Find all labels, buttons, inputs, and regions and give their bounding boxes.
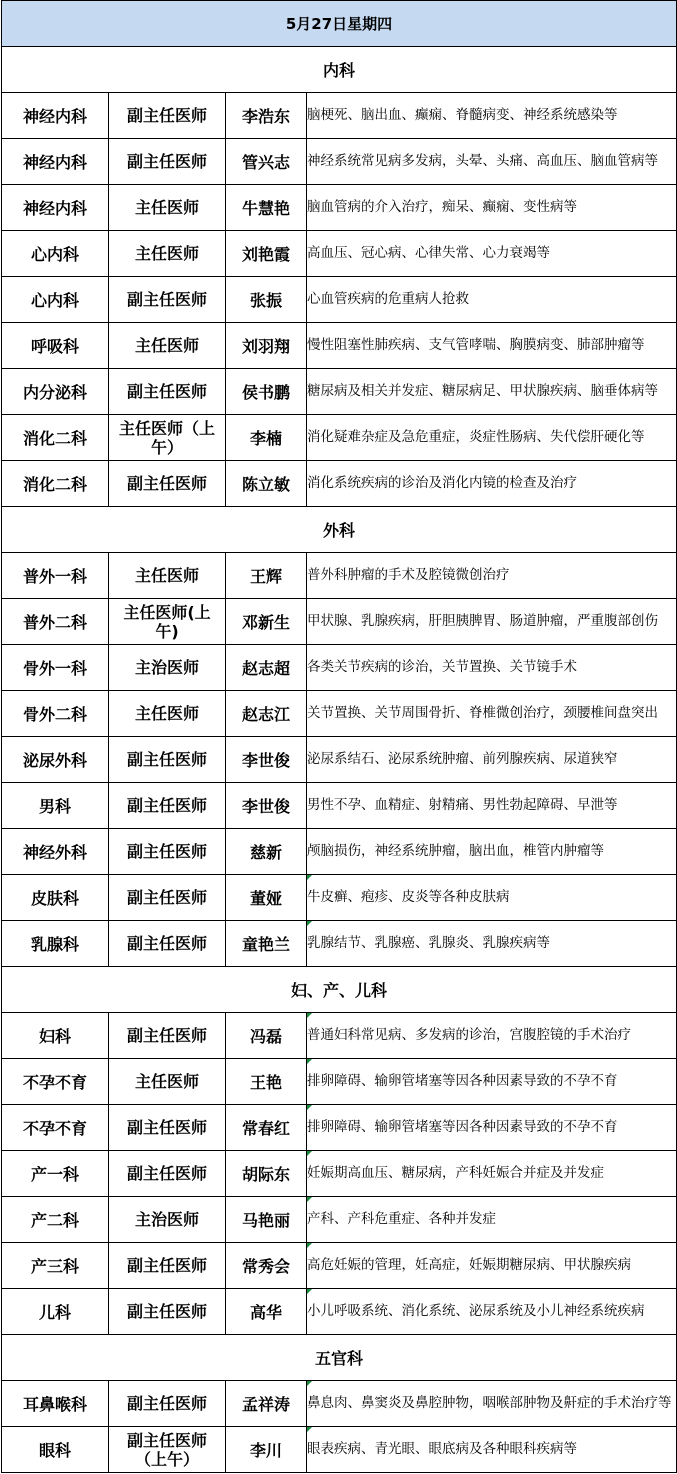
- doctor-title: 副主任医师: [126, 290, 207, 309]
- doctor-title: 主任医师: [134, 566, 199, 585]
- specialty-cell: 高血压、冠心病、心律失常、心力衰竭等: [307, 231, 677, 277]
- doctor-name-cell: 王辉: [226, 553, 307, 599]
- doctor-title-cell: [109, 277, 226, 323]
- doctor-row: [2, 185, 677, 231]
- specialty-cell: 普外科肿瘤的手术及腔镜微创治疗: [307, 553, 677, 599]
- doctor-title-cell: [109, 921, 226, 967]
- doctor-title: 主任医师: [134, 704, 199, 723]
- department-cell: 骨外一科: [2, 645, 109, 691]
- doctor-name-cell: 王艳: [226, 1059, 307, 1105]
- doctor-row: [2, 1059, 677, 1105]
- doctor-title: 副主任医师: [126, 1026, 207, 1045]
- doctor-name-cell: 赵志江: [226, 691, 307, 737]
- specialty-cell: 颅脑损伤，神经系统肿瘤，脑出血，椎管内肿瘤等: [307, 829, 677, 875]
- doctor-name-cell: 高华: [226, 1289, 307, 1335]
- department-cell: 妇科: [2, 1013, 109, 1059]
- doctor-name-cell: 董娅: [226, 875, 307, 921]
- doctor-row: [2, 139, 677, 185]
- doctor-title: 副主任医师: [126, 152, 207, 171]
- doctor-title-cell: [109, 875, 226, 921]
- doctor-row: [2, 1381, 677, 1427]
- doctor-title: 副主任医师（上午）: [126, 1430, 207, 1469]
- doctor-title: 主任医师: [134, 244, 199, 263]
- doctor-name-cell: 冯磊: [226, 1013, 307, 1059]
- doctor-title: 副主任医师: [126, 888, 207, 907]
- doctor-row: [2, 553, 677, 599]
- doctor-name-cell: 李世俊: [226, 783, 307, 829]
- doctor-row: [2, 1243, 677, 1289]
- doctor-row: [2, 921, 677, 967]
- specialty-cell: 脑梗死、脑出血、癫痫、脊髓病变、神经系统感染等: [307, 93, 677, 139]
- doctor-title-cell: [109, 231, 226, 277]
- specialty-cell: 泌尿系结石、泌尿系统肿瘤、前列腺疾病、尿道狭窄: [307, 737, 677, 783]
- department-cell: 产三科: [2, 1243, 109, 1289]
- section-header-row: [2, 967, 677, 1013]
- doctor-title-cell: [109, 553, 226, 599]
- doctor-name-cell: 孟祥涛: [226, 1381, 307, 1427]
- doctor-title: 副主任医师: [126, 382, 207, 401]
- doctor-title: 副主任医师: [126, 1118, 207, 1137]
- department-cell: 神经外科: [2, 829, 109, 875]
- specialty-cell: 牛皮癣、疱疹、皮炎等各种皮肤病: [307, 875, 677, 921]
- doctor-row: [2, 875, 677, 921]
- doctor-name-cell: 童艳兰: [226, 921, 307, 967]
- doctor-name-cell: 邓新生: [226, 599, 307, 645]
- doctor-title-cell: [109, 1013, 226, 1059]
- department-cell: 产二科: [2, 1197, 109, 1243]
- doctor-title-cell: [109, 461, 226, 507]
- section-title: 外科: [2, 507, 677, 553]
- department-cell: 不孕不育: [2, 1105, 109, 1151]
- doctor-title: 副主任医师: [126, 934, 207, 953]
- department-cell: 不孕不育: [2, 1059, 109, 1105]
- doctor-row: [2, 369, 677, 415]
- specialty-cell: 关节置换、关节周围骨折、脊椎微创治疗，颈腰椎间盘突出: [307, 691, 677, 737]
- department-cell: 呼吸科: [2, 323, 109, 369]
- specialty-cell: 神经系统常见病多发病，头晕、头痛、高血压、脑血管病等: [307, 139, 677, 185]
- section-title: 妇、产、儿科: [2, 967, 677, 1013]
- doctor-title-cell: [109, 691, 226, 737]
- doctor-title: 副主任医师: [126, 842, 207, 861]
- doctor-title-cell: [109, 1105, 226, 1151]
- specialty-cell: 心血管疾病的危重病人抢救: [307, 277, 677, 323]
- doctor-row: [2, 645, 677, 691]
- specialty-cell: 妊娠期高血压、糖尿病，产科妊娠合并症及并发症: [307, 1151, 677, 1197]
- doctor-row: [2, 1151, 677, 1197]
- specialty-cell: 小儿呼吸系统、消化系统、泌尿系统及小儿神经系统疾病: [307, 1289, 677, 1335]
- doctor-title: 副主任医师: [126, 106, 207, 125]
- specialty-cell: 眼表疾病、青光眼、眼底病及各种眼科疾病等: [307, 1427, 677, 1473]
- doctor-row: [2, 737, 677, 783]
- doctor-title: 主治医师: [134, 1210, 199, 1229]
- doctor-title-cell: [109, 829, 226, 875]
- doctor-title-cell: [109, 1381, 226, 1427]
- doctor-name-cell: 李川: [226, 1427, 307, 1473]
- department-cell: 内分泌科: [2, 369, 109, 415]
- doctor-title-cell: [109, 645, 226, 691]
- doctor-row: [2, 1427, 677, 1473]
- doctor-row: [2, 1013, 677, 1059]
- specialty-cell: 乳腺结节、乳腺癌、乳腺炎、乳腺疾病等: [307, 921, 677, 967]
- specialty-cell: 消化疑难杂症及急危重症，炎症性肠病、失代偿肝硬化等: [307, 415, 677, 461]
- doctor-title-cell: [109, 1151, 226, 1197]
- department-cell: 儿科: [2, 1289, 109, 1335]
- department-cell: 心内科: [2, 231, 109, 277]
- department-cell: 心内科: [2, 277, 109, 323]
- doctor-name-cell: 张振: [226, 277, 307, 323]
- schedule-table: [1, 0, 677, 1473]
- specialty-cell: 排卵障碍、输卵管堵塞等因各种因素导致的不孕不育: [307, 1059, 677, 1105]
- doctor-row: [2, 599, 677, 645]
- department-cell: 骨外二科: [2, 691, 109, 737]
- doctor-title-cell: [109, 1243, 226, 1289]
- specialty-cell: 脑血管病的介入治疗，痴呆、癫痫、变性病等: [307, 185, 677, 231]
- doctor-title-cell: [109, 323, 226, 369]
- specialty-cell: 排卵障碍、输卵管堵塞等因各种因素导致的不孕不育: [307, 1105, 677, 1151]
- doctor-row: [2, 1197, 677, 1243]
- doctor-row: [2, 277, 677, 323]
- doctor-title-cell: [109, 93, 226, 139]
- doctor-name-cell: 赵志超: [226, 645, 307, 691]
- department-cell: 男科: [2, 783, 109, 829]
- department-cell: 消化二科: [2, 415, 109, 461]
- doctor-name-cell: 李世俊: [226, 737, 307, 783]
- specialty-cell: 高危妊娠的管理，妊高症，妊娠期糖尿病、甲状腺疾病: [307, 1243, 677, 1289]
- doctor-title: 主任医师: [134, 336, 199, 355]
- doctor-title-cell: [109, 1059, 226, 1105]
- doctor-row: [2, 691, 677, 737]
- doctor-title: 副主任医师: [126, 1394, 207, 1413]
- doctor-name-cell: 慈新: [226, 829, 307, 875]
- doctor-name-cell: 常春红: [226, 1105, 307, 1151]
- doctor-title: 副主任医师: [126, 1256, 207, 1275]
- department-cell: 耳鼻喉科: [2, 1381, 109, 1427]
- doctor-name-cell: 管兴志: [226, 139, 307, 185]
- doctor-row: [2, 231, 677, 277]
- doctor-name-cell: 胡际东: [226, 1151, 307, 1197]
- doctor-name-cell: 陈立敏: [226, 461, 307, 507]
- specialty-cell: 消化系统疾病的诊治及消化内镜的检查及治疗: [307, 461, 677, 507]
- section-title: 内科: [2, 47, 677, 93]
- doctor-title-cell: [109, 1289, 226, 1335]
- date-header-row: [2, 1, 677, 47]
- doctor-title-cell: [109, 1197, 226, 1243]
- department-cell: 神经内科: [2, 139, 109, 185]
- doctor-name-cell: 刘艳霞: [226, 231, 307, 277]
- department-cell: 泌尿外科: [2, 737, 109, 783]
- doctor-name-cell: 马艳丽: [226, 1197, 307, 1243]
- department-cell: 普外二科: [2, 599, 109, 645]
- doctor-name-cell: 李浩东: [226, 93, 307, 139]
- doctor-title: 主任医师: [134, 1072, 199, 1091]
- doctor-title: 主任医师（上午）: [118, 418, 215, 457]
- doctor-title-cell: [109, 415, 226, 461]
- doctor-row: [2, 93, 677, 139]
- doctor-row: [2, 829, 677, 875]
- doctor-title-cell: [109, 783, 226, 829]
- department-cell: 产一科: [2, 1151, 109, 1197]
- doctor-row: [2, 1289, 677, 1335]
- department-cell: 神经内科: [2, 93, 109, 139]
- specialty-cell: 普通妇科常见病、多发病的诊治，宫腹腔镜的手术治疗: [307, 1013, 677, 1059]
- doctor-title-cell: [109, 185, 226, 231]
- doctor-title-cell: [109, 139, 226, 185]
- doctor-name-cell: 牛慧艳: [226, 185, 307, 231]
- specialty-cell: 慢性阻塞性肺疾病、支气管哮喘、胸膜病变、肺部肿瘤等: [307, 323, 677, 369]
- doctor-row: [2, 1105, 677, 1151]
- doctor-row: [2, 783, 677, 829]
- doctor-title: 副主任医师: [126, 750, 207, 769]
- department-cell: 皮肤科: [2, 875, 109, 921]
- doctor-title: 副主任医师: [126, 474, 207, 493]
- department-cell: 眼科: [2, 1427, 109, 1473]
- doctor-title-cell: [109, 737, 226, 783]
- specialty-cell: 鼻息肉、鼻窦炎及鼻腔肿物，咽喉部肿物及鼾症的手术治疗等: [307, 1381, 677, 1427]
- doctor-title: 主任医师: [134, 198, 199, 217]
- department-cell: 普外一科: [2, 553, 109, 599]
- department-cell: 神经内科: [2, 185, 109, 231]
- doctor-title-cell: [109, 369, 226, 415]
- specialty-cell: 糖尿病及相关并发症、糖尿病足、甲状腺疾病、脑垂体病等: [307, 369, 677, 415]
- section-header-row: [2, 1335, 677, 1381]
- doctor-name-cell: 刘羽翔: [226, 323, 307, 369]
- specialty-cell: 男性不孕、血精症、射精痛、男性勃起障碍、早泄等: [307, 783, 677, 829]
- doctor-title: 副主任医师: [126, 1164, 207, 1183]
- specialty-cell: 各类关节疾病的诊治，关节置换、关节镜手术: [307, 645, 677, 691]
- doctor-title: 副主任医师: [126, 796, 207, 815]
- section-header-row: [2, 507, 677, 553]
- doctor-name-cell: 常秀会: [226, 1243, 307, 1289]
- specialty-cell: 甲状腺、乳腺疾病，肝胆胰脾胃、肠道肿瘤，严重腹部创伤: [307, 599, 677, 645]
- date-header: 5月27日星期四: [2, 1, 677, 47]
- department-cell: 消化二科: [2, 461, 109, 507]
- doctor-title: 主任医师(上午): [123, 602, 211, 641]
- doctor-title-cell: [109, 1427, 226, 1473]
- section-header-row: [2, 47, 677, 93]
- doctor-title-cell: [109, 599, 226, 645]
- doctor-row: [2, 461, 677, 507]
- section-title: 五官科: [2, 1335, 677, 1381]
- doctor-title: 副主任医师: [126, 1302, 207, 1321]
- doctor-row: [2, 323, 677, 369]
- department-cell: 乳腺科: [2, 921, 109, 967]
- doctor-name-cell: 李楠: [226, 415, 307, 461]
- doctor-row: [2, 415, 677, 461]
- doctor-name-cell: 侯书鹏: [226, 369, 307, 415]
- doctor-title: 主治医师: [134, 658, 199, 677]
- specialty-cell: 产科、产科危重症、各种并发症: [307, 1197, 677, 1243]
